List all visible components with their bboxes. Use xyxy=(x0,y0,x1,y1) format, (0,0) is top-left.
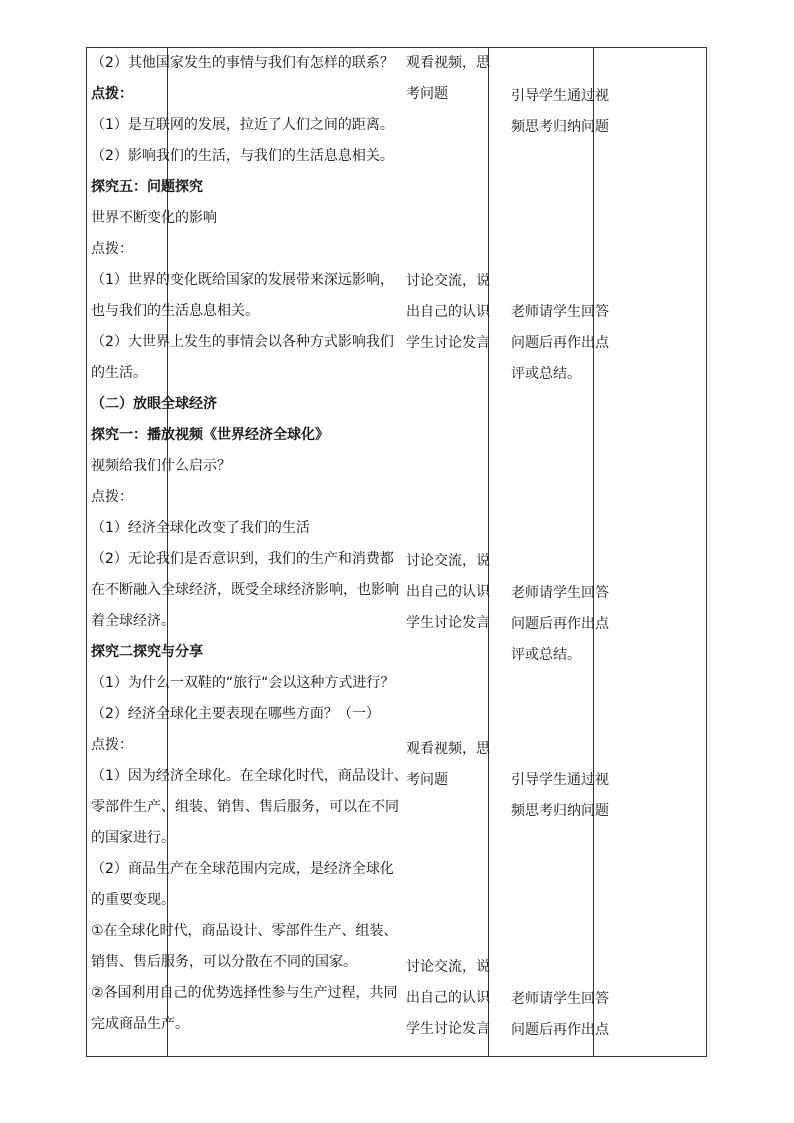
activity-block xyxy=(406,48,504,110)
intent-line: 问题后再作出点 xyxy=(511,1022,609,1038)
content-line: ①在全球化时代，商品设计、零部件生产、组装、 xyxy=(91,923,398,939)
activity-line: 出自己的认识 xyxy=(406,304,490,320)
content-line: 也与我们的生活息息相关。 xyxy=(91,303,259,319)
intent-block xyxy=(511,578,619,671)
intent-line: 问题后再作出点 xyxy=(511,335,609,351)
content-line: （2）无论我们是否意识到，我们的生产和消费都 xyxy=(91,551,394,567)
content-line: （2）影响我们的生活，与我们的生活息息相关。 xyxy=(91,148,394,164)
intent-line: 老师请学生回答 xyxy=(511,585,609,601)
content-line: （2）经济全球化主要表现在哪些方面？（一） xyxy=(91,706,380,722)
activity-line: 考问题 xyxy=(406,86,448,102)
content-line: 在不断融入全球经济，既受全球经济影响，也影响 xyxy=(91,582,399,598)
intent-line: 评或总结。 xyxy=(511,647,581,663)
activity-line: 考问题 xyxy=(406,772,448,788)
intent-block xyxy=(511,765,619,827)
content-line: 销售、售后服务，可以分散在不同的国家。 xyxy=(91,954,357,970)
content-line: （2）大世界上发生的事情会以各种方式影响我们 xyxy=(91,334,394,350)
intent-block xyxy=(511,984,619,1046)
intent-line: 问题后再作出点 xyxy=(511,616,609,632)
content-line: （1）世界的变化既给国家的发展带来深远影响， xyxy=(91,272,394,288)
activity-line: 出自己的认识 xyxy=(406,990,490,1006)
intent-line: 频思考归纳问题 xyxy=(511,119,609,135)
content-line: 探究五：问题探究 xyxy=(91,179,203,195)
content-line: 的生活。 xyxy=(91,365,147,381)
activity-line: 学生讨论发言 xyxy=(406,335,490,351)
content-line: （1）为什么一双鞋的“旅行“会以这种方式进行？ xyxy=(91,675,395,691)
activity-block xyxy=(406,952,504,1045)
intent-line: 老师请学生回答 xyxy=(511,304,609,320)
intent-line: 引导学生通过视 xyxy=(511,772,609,788)
content-line: 探究一：播放视频《世界经济全球化》 xyxy=(91,427,329,443)
column-divider xyxy=(593,48,594,1056)
content-line: 探究二探究与分享 xyxy=(91,644,203,660)
content-line: 点拨： xyxy=(91,737,133,753)
intent-line: 引导学生通过视 xyxy=(511,88,609,104)
intent-block xyxy=(511,297,619,390)
content-line: （2）其他国家发生的事情与我们有怎样的联系？ xyxy=(91,55,394,71)
content-line: ②各国利用自己的优势选择性参与生产过程，共同 xyxy=(91,985,398,1001)
activity-block xyxy=(406,266,504,359)
intent-line: 频思考归纳问题 xyxy=(511,803,609,819)
intent-line: 老师请学生回答 xyxy=(511,991,609,1007)
activity-block xyxy=(406,546,504,639)
content-line: （1）经济全球化改变了我们的生活 xyxy=(91,520,310,536)
activity-line: 学生讨论发言 xyxy=(406,1021,490,1037)
activity-block xyxy=(406,734,504,796)
content-line: 世界不断变化的影响 xyxy=(91,210,217,226)
content-line: （2）商品生产在全球范围内完成，是经济全球化 xyxy=(91,861,394,877)
content-line: （1）因为经济全球化。在全球化时代，商品设计、 xyxy=(91,768,408,784)
content-line: 的国家进行。 xyxy=(91,830,175,846)
content-line: 视频给我们什么启示？ xyxy=(91,458,231,474)
activity-line: 讨论交流，说 xyxy=(406,553,490,569)
content-line: 点拨： xyxy=(91,86,133,102)
content-line: 点拨： xyxy=(91,489,133,505)
teaching-content-column xyxy=(87,48,408,1040)
content-line: 零部件生产、组装、销售、售后服务，可以在不同 xyxy=(91,799,399,815)
activity-line: 出自己的认识 xyxy=(406,584,490,600)
content-line: 点拨： xyxy=(91,241,133,257)
activity-line: 讨论交流，说 xyxy=(406,959,490,975)
content-line: （1）是互联网的发展，拉近了人们之间的距离。 xyxy=(91,117,394,133)
intent-line: 评或总结。 xyxy=(511,366,581,382)
content-line: （二）放眼全球经济 xyxy=(91,396,217,412)
activity-line: 观看视频，思 xyxy=(406,741,490,757)
content-line: 着全球经济。 xyxy=(91,613,175,629)
intent-block xyxy=(511,81,619,143)
activity-line: 讨论交流，说 xyxy=(406,273,490,289)
activity-line: 观看视频，思 xyxy=(406,55,490,71)
activity-line: 学生讨论发言 xyxy=(406,615,490,631)
content-line: 的重要变现。 xyxy=(91,892,175,908)
content-line: 完成商品生产。 xyxy=(91,1016,189,1032)
